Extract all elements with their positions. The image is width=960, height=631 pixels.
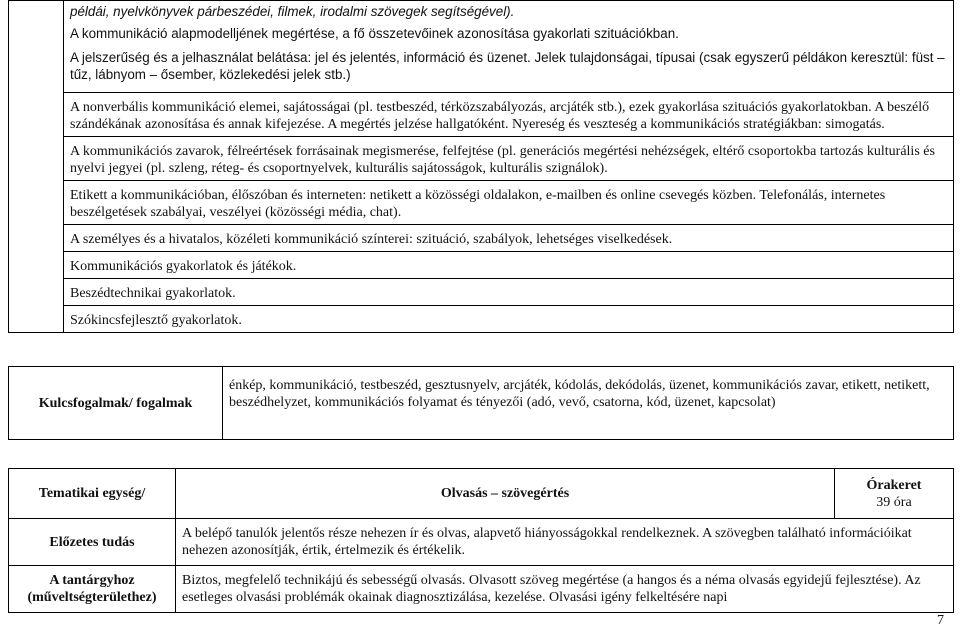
content-cell-8 bbox=[64, 306, 954, 333]
goal-cell bbox=[176, 566, 954, 613]
prior-text: A belépő tanulók jelentős része nehezen ír és olvas, alapvető hiányosságokkal rendelkeznek. A szövegben található információikat nehezen azonosítják, értik, értelmezik és értékelik. bbox=[182, 526, 912, 558]
content-table bbox=[8, 0, 954, 333]
hours-cell bbox=[835, 469, 954, 519]
content-cell-3 bbox=[64, 137, 954, 181]
paragraph-1: példái, nyelvkönyvek párbeszédei, filmek, irodalmi szövegek segítségével). bbox=[70, 4, 515, 19]
page-number: 7 bbox=[937, 613, 944, 628]
keywords-label: Kulcsfogalmak/ fogalmak bbox=[9, 367, 223, 440]
content-cell-2 bbox=[64, 93, 954, 137]
goal-label: A tantárgyhoz (műveltségterülethez) bbox=[9, 566, 176, 613]
content-cell-1 bbox=[64, 1, 954, 93]
left-cell bbox=[9, 1, 64, 333]
paragraph-6: Etikett a kommunikációban, élőszóban és interneten: netikett a közösségi oldalakon, e-mailben és online csevegés közben. Telefonálás, internetes beszélgetések szabályai, veszélyei (közösségi média, chat). bbox=[70, 188, 886, 220]
paragraph-7: A személyes és a hivatalos, közéleti kommunikáció színterei: szituáció, szabályok, lehetséges viselkedések. bbox=[70, 232, 673, 247]
paragraph-2: A kommunikáció alapmodelljének megértése, a fő összetevőinek azonosítása gyakorlati szituációkban. bbox=[70, 26, 679, 41]
paragraph-3: A jelszerűség és a jelhasználat belátása: jel és jelentés, információ és üzenet. Jelek tulajdonságai, típusai (csak egyszerű példákon keresztül: füst – tűz, lábnyom – ősember, közlekedési jelek stb.) bbox=[70, 50, 945, 82]
content-cell-4 bbox=[64, 181, 954, 225]
paragraph-10: Szókincsfejlesztő gyakorlatok. bbox=[70, 313, 242, 328]
content-cell-7 bbox=[64, 279, 954, 306]
content-cell-6 bbox=[64, 252, 954, 279]
prior-label: Előzetes tudás bbox=[9, 519, 176, 566]
hours-label: Órakeret bbox=[866, 477, 922, 493]
unit-table bbox=[8, 468, 954, 613]
prior-cell bbox=[176, 519, 954, 566]
paragraph-9: Beszédtechnikai gyakorlatok. bbox=[70, 286, 236, 301]
keywords-cell bbox=[223, 367, 954, 440]
unit-title: Olvasás – szövegértés bbox=[176, 469, 835, 519]
paragraph-5: A kommunikációs zavarok, félreértések forrásainak megismerése, felfejtése (pl. generációs megértési nehézségek, eltérő csoportokba tartozás kulturális és nyelvi jegyei (pl. szleng, réteg- és csoportnyelvek, kulturális sajátosságok, kulturális szignálok). bbox=[70, 144, 935, 176]
keywords-table bbox=[8, 366, 954, 440]
paragraph-8: Kommunikációs gyakorlatok és játékok. bbox=[70, 259, 297, 274]
paragraph-4: A nonverbális kommunikáció elemei, sajátosságai (pl. testbeszéd, térközszabályozás, arcjáték stb.), ezek gyakorlása szituációs gyakorlatokban. A beszélő szándékának azonosítása és annak kifejezése. A megértés jelzése hallgatóként. Nyereség és veszteség a kommunikációs stratégiákban: simogatás. bbox=[70, 100, 930, 132]
content-cell-5 bbox=[64, 225, 954, 252]
keywords-text: énkép, kommunikáció, testbeszéd, gesztusnyelv, arcjáték, kódolás, dekódolás, üzenet, kommunikációs zavar, etikett, netikett, beszédhelyzet, kommunikációs folyamat és tényezői (adó, vevő, csatorna, kód, üzenet, kapcsolat) bbox=[229, 378, 930, 410]
goal-text: Biztos, megfelelő technikájú és sebességű olvasás. Olvasott szöveg megértése (a hangos és a néma olvasás egyidejű fejlesztése). Az esetleges olvasási problémák okainak diagnosztizálása, kezelése. Olvasási igény felkeltésére napi bbox=[182, 573, 921, 605]
unit-label: Tematikai egység/ bbox=[9, 469, 176, 519]
hours-value: 39 óra bbox=[876, 494, 912, 510]
